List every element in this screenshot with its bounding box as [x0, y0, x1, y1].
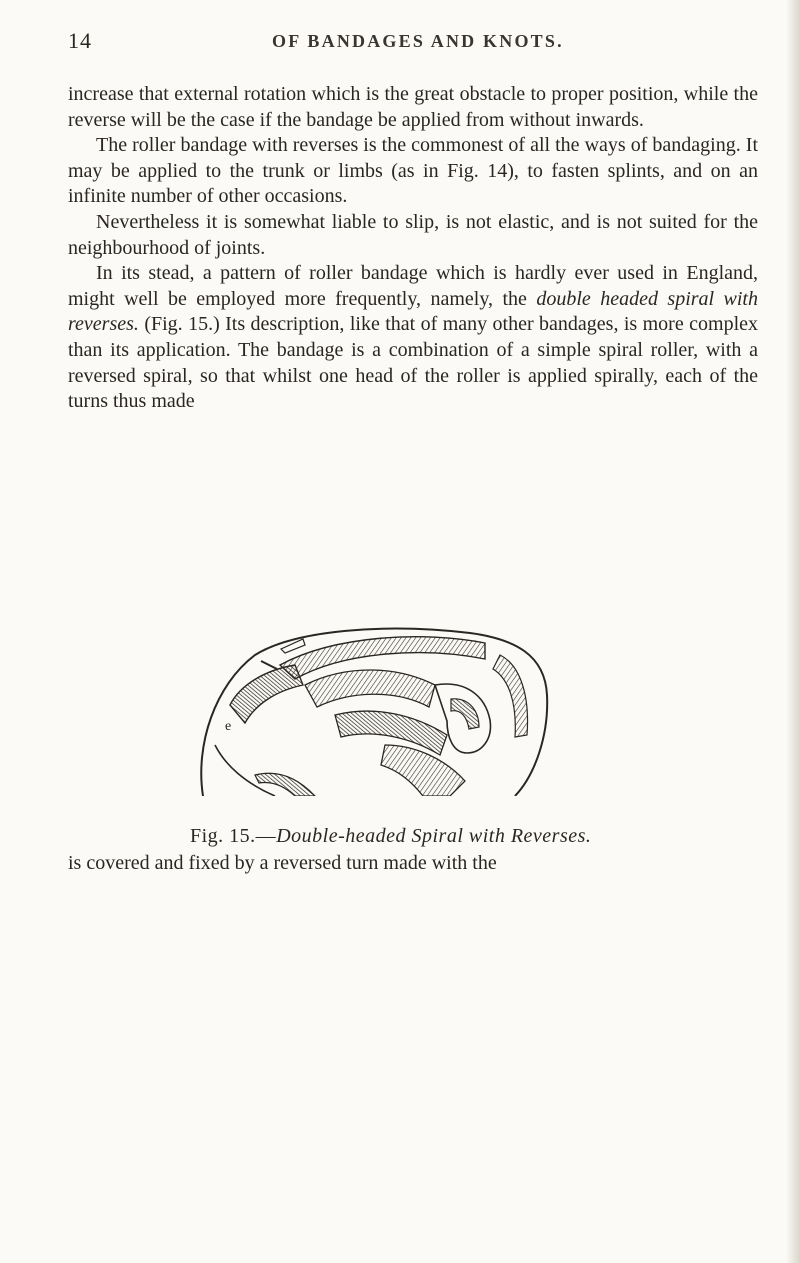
italic-text: double headed spiral with reverses. [68, 287, 758, 336]
paragraph-text: In its stead, a pattern of roller bandage which is hardly ever used in England, might well be employed more frequently, namely, the [68, 262, 758, 310]
figure-letter-e: e [225, 719, 232, 734]
paragraph [68, 133, 758, 210]
bandaged-hand-drawing [185, 625, 645, 796]
caption-title: Double-headed Spiral with Reverses. [276, 825, 592, 847]
paragraph [68, 261, 758, 415]
figure-caption [190, 825, 591, 848]
body-text [68, 82, 758, 415]
paragraph-text: (Fig. 15.) Its description, like that of many other bandages, is more complex than its application. The bandage is a combination of a simple spiral roller, with a reversed spiral, so that whilst one head of the roller is applied spirally, each of the turns thus made [68, 313, 758, 413]
page-number: 14 [68, 28, 92, 53]
continuation-text: is covered and fixed by a reversed turn made with the [68, 852, 497, 874]
paragraph [68, 210, 758, 261]
running-head: OF BANDAGES AND KNOTS. [272, 31, 564, 51]
paragraph-text: The roller bandage with reverses is the commonest of all the ways of bandaging. It may be applied to the trunk or limbs (as in Fig. 14), to fasten splints, and on an infinite number of other occasions. [68, 134, 758, 208]
paragraph [68, 82, 758, 133]
paragraph-text: increase that external rotation which is the great obstacle to proper position, while the reverse will be the case if the bandage be applied from without inwards. [68, 83, 758, 131]
figure-illustration [185, 625, 665, 800]
page-edge-shadow [786, 0, 800, 1263]
paragraph-text: Nevertheless it is somewhat liable to slip, is not elastic, and is not suited for the neighbourhood of joints. [68, 210, 758, 259]
caption-label: Fig. 15.— [190, 825, 277, 847]
